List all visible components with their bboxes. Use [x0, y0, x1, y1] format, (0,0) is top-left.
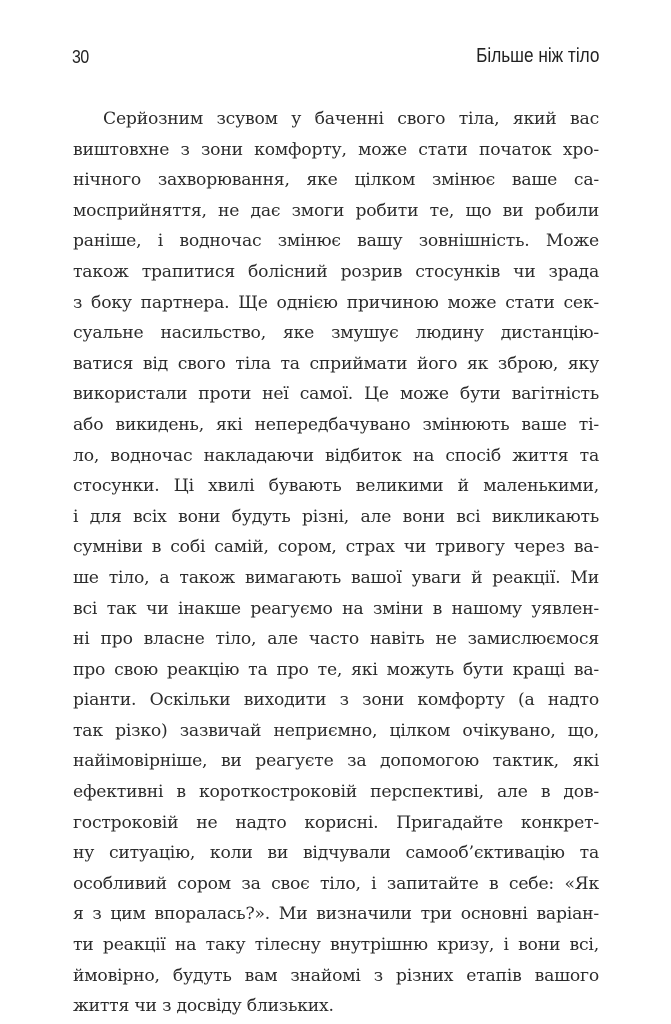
text-line: мосприйняття, не дає змоги робити те, що ви робили	[73, 200, 599, 221]
page-number: 30	[72, 47, 89, 67]
text-line: ватися від свого тіла та сприймати його як зброю, яку	[73, 353, 599, 374]
text-line: використали проти неї самої. Це може бути вагітність	[73, 384, 599, 405]
text-line: суальне насильство, яке змушує людину дистанцію-	[73, 323, 599, 344]
text-line: найімовірніше, ви реагуєте за допомогою тактик, які	[73, 751, 599, 772]
text-line: сумніви в собі самій, сором, страх чи тривогу через ва-	[73, 537, 599, 558]
text-line: ше тіло, а також вимагають вашої уваги й реакції. Ми	[73, 567, 599, 588]
text-line: всі так чи інакше реагуємо на зміни в нашому уявлен-	[73, 598, 599, 619]
text-line: гостроковій не надто корисні. Пригадайте конкрет-	[73, 812, 599, 833]
text-line: і для всіх вони будуть різні, але вони всі викликають	[73, 506, 599, 527]
text-line: або викидень, які непередбачувано змінюють ваше ті-	[73, 414, 599, 435]
text-line: з боку партнера. Ще однією причиною може стати сек-	[73, 292, 599, 313]
text-line: стосунки. Ці хвилі бувають великими й маленькими,	[73, 476, 599, 497]
text-line: нічного захворювання, яке цілком змінює ваше са-	[73, 170, 599, 191]
text-line: ріанти. Оскільки виходити з зони комфорту (а надто	[73, 690, 599, 711]
text-line: ти реакції на таку тілесну внутрішню кризу, і вони всі,	[73, 935, 599, 956]
text-line: ймовірно, будуть вам знайомі з різних етапів вашого	[73, 965, 599, 986]
text-line: про свою реакцію та про те, які можуть бути кращі ва-	[73, 659, 599, 680]
text-line: особливий сором за своє тіло, і запитайте в себе: «Як	[73, 873, 599, 894]
text-line: ефективні в короткостроковій перспективі, але в дов-	[73, 782, 599, 803]
text-line: ну ситуацію, коли ви відчували самооб’єктивацію та	[73, 843, 599, 864]
text-line: життя чи з досвіду близьких.	[73, 996, 334, 1017]
text-line: виштовхне з зони комфорту, може стати початок хро-	[73, 139, 599, 160]
text-line: ло, водночас накладаючи відбиток на спосіб життя та	[73, 445, 599, 466]
text-line: ні про власне тіло, але часто навіть не замислюємося	[73, 629, 599, 650]
text-line: раніше, і водночас змінює вашу зовнішність. Може	[73, 231, 599, 252]
text-line: Серйозним зсувом у баченні свого тіла, який вас	[103, 109, 599, 129]
text-line: так різко) зазвичай неприємно, цілком очікувано, що,	[73, 720, 599, 741]
body-paragraph	[73, 104, 599, 1022]
text-line: я з цим впоралась?». Ми визначили три основні варіан-	[73, 904, 599, 925]
text-line: також трапитися болісний розрив стосунків чи зрада	[73, 261, 599, 282]
running-title: Більше ніж тіло	[475, 45, 599, 67]
